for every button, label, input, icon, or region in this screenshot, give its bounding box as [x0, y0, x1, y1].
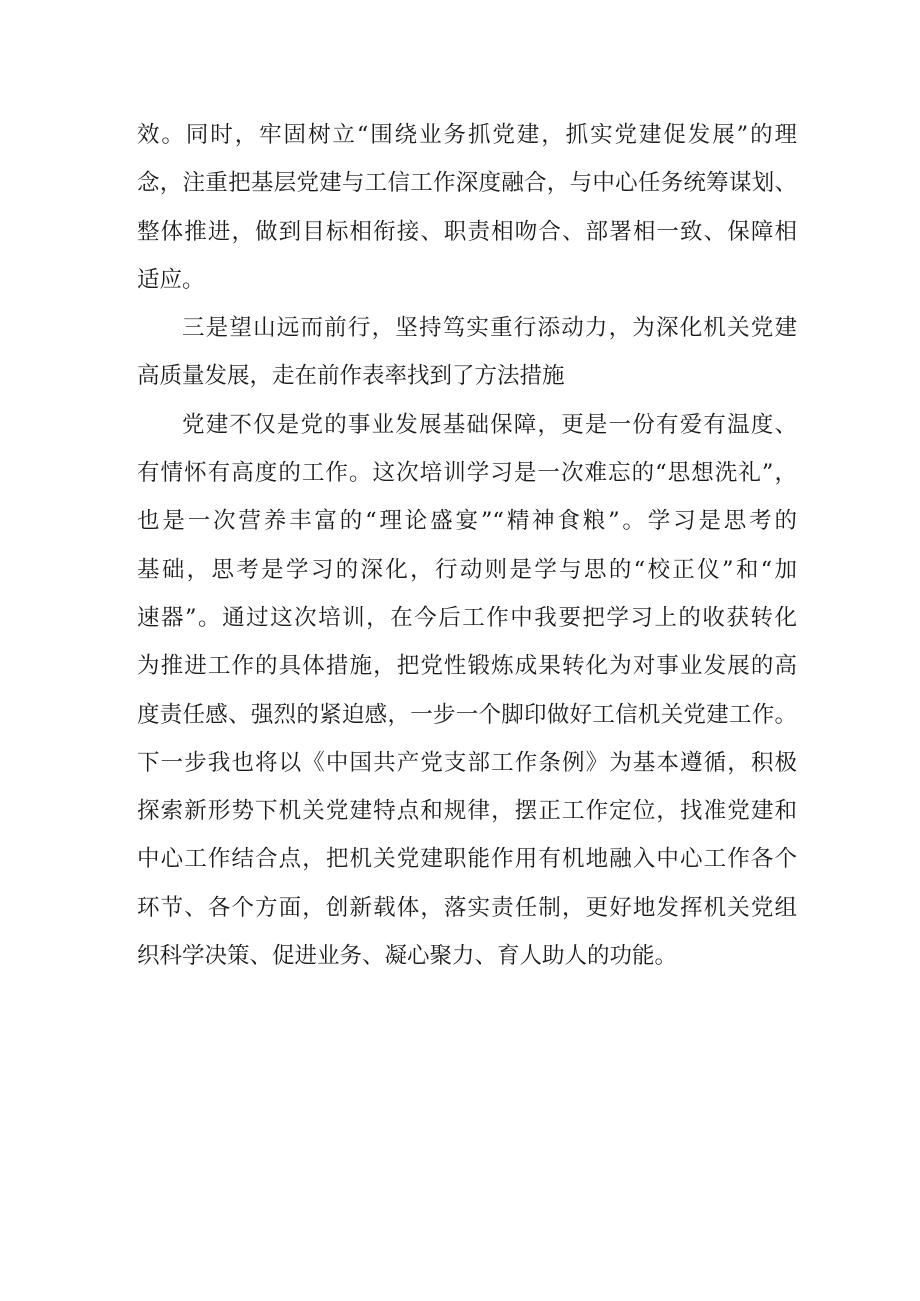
text-line-18: 织科学决策、促进业务、凝心聚力、育人助人的功能。: [137, 943, 678, 970]
text-line-3: 整体推进，做到目标相衔接、职责相吻合、部署相一致、保障相: [137, 218, 797, 245]
text-line-6: 高质量发展，走在前作表率找到了方法措施: [137, 363, 565, 390]
text-line-7: 党建不仅是党的事业发展基础保障，更是一份有爱有温度、: [182, 411, 797, 438]
text-line-16: 中心工作结合点，把机关党建职能作用有机地融入中心工作各个: [137, 846, 797, 873]
text-line-8: 有情怀有高度的工作。这次培训学习是一次难忘的“思想洗礼”，: [137, 460, 797, 487]
text-line-9: 也是一次营养丰富的“理论盛宴”“精神食粮”。学习是思考的: [137, 508, 797, 535]
document-body: [137, 111, 797, 980]
text-line-10: 基础，思考是学习的深化，行动则是学与思的“校正仪”和“加: [137, 556, 797, 583]
text-line-12: 为推进工作的具体措施，把党性锻炼成果转化为对事业发展的高: [137, 653, 797, 680]
text-line-5: 三是望山远而前行，坚持笃实重行添动力，为深化机关党建: [182, 315, 797, 342]
text-line-11: 速器”。通过这次培训，在今后工作中我要把学习上的收获转化: [137, 604, 797, 631]
text-line-15: 探索新形势下机关党建特点和规律，摆正工作定位，找准党建和: [137, 798, 797, 825]
text-line-2: 念，注重把基层党建与工信工作深度融合，与中心任务统筹谋划、: [137, 170, 797, 197]
text-line-13: 度责任感、强烈的紧迫感，一步一个脚印做好工信机关党建工作。: [137, 701, 797, 728]
text-line-17: 环节、各个方面，创新载体，落实责任制，更好地发挥机关党组: [137, 894, 797, 921]
text-line-14: 下一步我也将以《中国共产党支部工作条例》为基本遵循，积极: [137, 749, 797, 776]
text-line-1: 效。同时，牢固树立“围绕业务抓党建，抓实党建促发展”的理: [137, 122, 797, 148]
text-line-4: 适应。: [137, 266, 205, 293]
